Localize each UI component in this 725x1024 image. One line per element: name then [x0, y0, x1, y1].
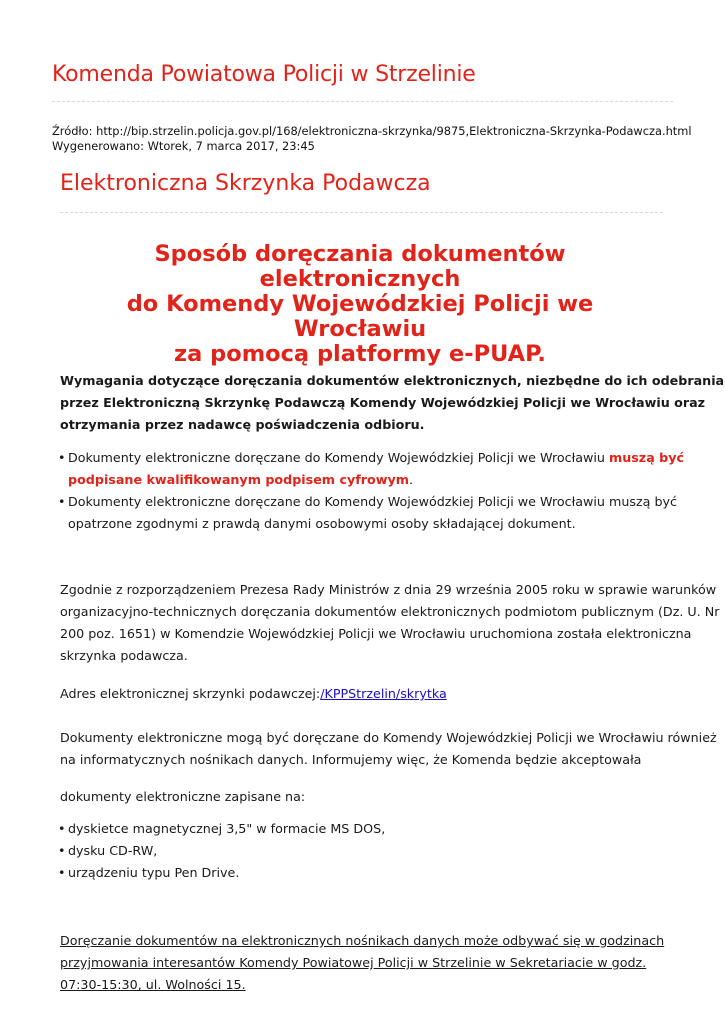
article-content: [60, 370, 725, 996]
requirements-list: [60, 447, 685, 535]
list-item: • urządzeniu typu Pen Drive.: [60, 862, 670, 884]
text-line: Wymagania dotyczące doręczania dokumentów elektronicznych, niezbędne do ich odebrania: [60, 373, 725, 388]
text-line: Dokumenty elektroniczne mogą być doręczane do Komendy Wojewódzkiej Policji we Wrocławiu również: [60, 730, 717, 745]
heading-line: Sposób doręczania dokumentów elektronicznych: [154, 241, 566, 292]
generated-date: Wygenerowano: Wtorek, 7 marca 2017, 23:45: [52, 139, 315, 153]
address-paragraph: [60, 683, 670, 705]
text-line: skrzynka podawcza.: [60, 648, 188, 663]
text-line: opatrzone zgodnymi z prawdą danymi osobowymi osoby składającej dokument.: [68, 516, 576, 531]
list-item: [60, 447, 685, 491]
saved-on-paragraph: dokumenty elektroniczne zapisane na:: [60, 789, 306, 804]
list-item: [60, 491, 678, 535]
media-paragraph: [60, 727, 717, 771]
emphasis-text: muszą być: [609, 450, 685, 465]
site-title: Komenda Powiatowa Policji w Strzelinie: [52, 62, 476, 87]
skrytka-link[interactable]: /KPPStrzelin/skrytka: [320, 686, 447, 701]
list-item: • dyskietce magnetycznej 3,5" w formacie MS DOS,: [60, 818, 670, 840]
divider: [52, 101, 673, 102]
text-segment: Dokumenty elektroniczne doręczane do Komendy Wojewódzkiej Policji we Wrocławiu: [68, 450, 609, 465]
text-line: 200 poz. 1651) w Komendzie Wojewódzkiej Policji we Wrocławiu uruchomiona została elektroniczna: [60, 626, 692, 641]
address-label: Adres elektronicznej skrzynki podawczej:: [60, 686, 321, 701]
text-line: organizacyjno-technicznych doręczania dokumentów elektronicznych podmiotom publicznym (Dz. U. Nr: [60, 604, 720, 619]
text-line: przyjmowania interesantów Komendy Powiatowej Policji w Strzelinie w Sekretariacie w godz.: [60, 955, 647, 970]
divider: [60, 212, 663, 213]
text-line: otrzymania przez nadawcę poświadczenia odbioru.: [60, 417, 425, 432]
requirements-paragraph: [60, 370, 725, 436]
text-line: na informatycznych nośnikach danych. Informujemy więc, że Komenda będzie akceptowała: [60, 752, 642, 767]
main-heading: [60, 242, 660, 367]
text-line: 07:30-15:30, ul. Wolności 15.: [60, 977, 246, 992]
heading-line: za pomocą platformy e-PUAP.: [174, 341, 546, 367]
emphasis-text: podpisane kwalifikowanym podpisem cyfrowym: [68, 472, 409, 487]
text-line: przez Elektroniczną Skrzynkę Podawczą Komendy Wojewódzkiej Policji we Wrocławiu oraz: [60, 395, 706, 410]
page-title: Elektroniczna Skrzynka Podawcza: [60, 171, 431, 196]
hours-paragraph: [60, 930, 670, 996]
regulation-paragraph: [60, 579, 720, 667]
text-segment: .: [408, 472, 413, 487]
source-url: Źródło: http://bip.strzelin.policja.gov.pl/168/elektroniczna-skrzynka/9875,Elektroniczna-Skrzynka-Podawcza.html: [52, 124, 692, 138]
media-list: [60, 818, 670, 884]
text-line: • Dokumenty elektroniczne doręczane do Komendy Wojewódzkiej Policji we Wrocławiu muszą być: [68, 494, 678, 509]
heading-line: do Komendy Wojewódzkiej Policji we Wrocławiu: [126, 291, 594, 342]
list-item: • dysku CD-RW,: [60, 840, 670, 862]
text-line: Doręczanie dokumentów na elektronicznych nośnikach danych może odbywać się w godzinach: [60, 933, 665, 948]
document-meta: [52, 124, 692, 154]
text-line: Zgodnie z rozporządzeniem Prezesa Rady Ministrów z dnia 29 września 2005 roku w sprawie warunków: [60, 582, 717, 597]
